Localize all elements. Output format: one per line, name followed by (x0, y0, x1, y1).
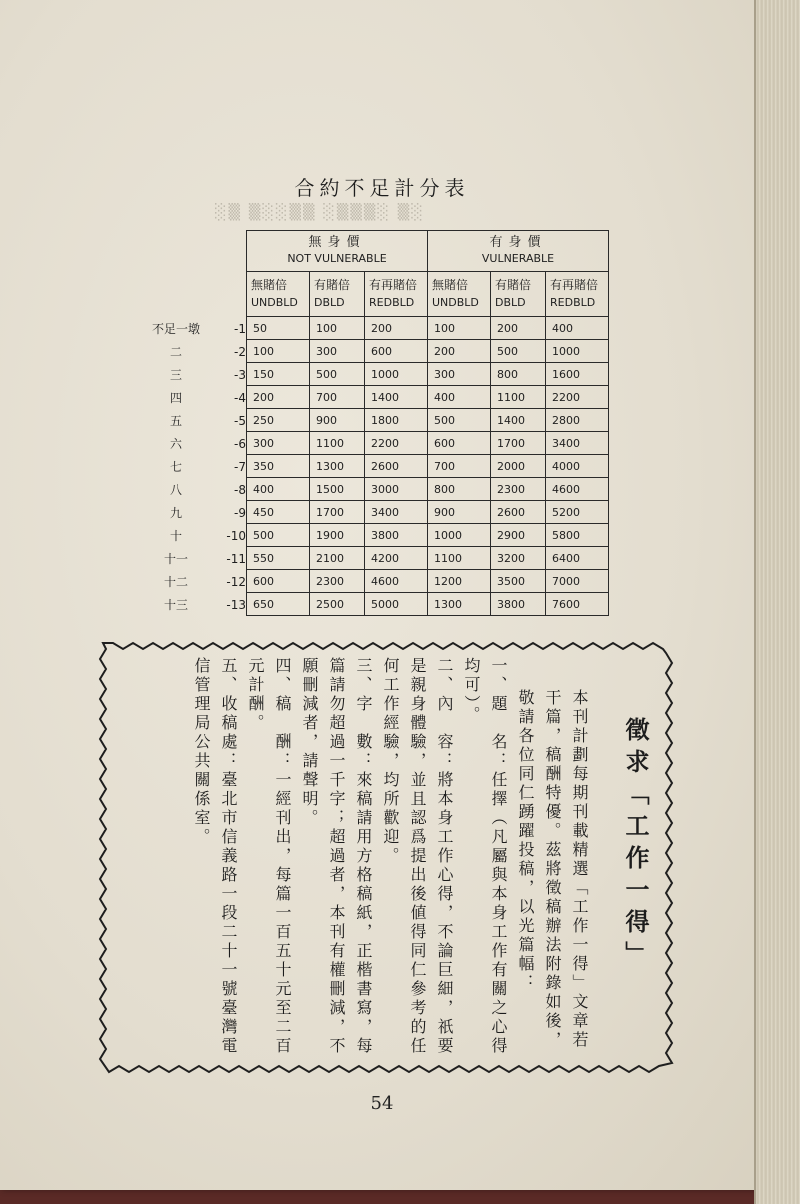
item-text: 臺北市信義路一段二十一號臺灣電信管理局公共關係室。 (192, 657, 238, 1056)
call-for-papers-notice (128, 657, 648, 1057)
group-header-not-vulnerable (247, 231, 428, 272)
item-text: 任擇（凡屬與本身工作有關之心得均可）。 (462, 657, 508, 1056)
table-cell: 900 (310, 409, 365, 432)
table-row (146, 317, 609, 340)
row-label-zh: 四 (169, 390, 182, 405)
table-cell: 700 (310, 386, 365, 409)
table-cell: 3400 (365, 501, 428, 524)
row-label-down: -12 (226, 574, 246, 589)
table-cell: 100 (310, 317, 365, 340)
table-cell: 600 (365, 340, 428, 363)
notice-heading: 徵求「工作一得」 (621, 717, 649, 973)
column-header (247, 272, 310, 317)
table-cell: 1200 (428, 570, 491, 593)
table-cell: 2600 (491, 501, 546, 524)
column-header-zh: 有賭倍 (314, 278, 351, 292)
notice-item-3 (296, 657, 377, 1057)
table-cell: 4200 (365, 547, 428, 570)
row-label-zh: 三 (169, 367, 182, 382)
row-label-zh: 不足一墩 (151, 321, 200, 336)
row-label-zh: 十三 (163, 597, 188, 612)
group-en: NOT VULNERABLE (287, 252, 387, 265)
table-cell: 1700 (310, 501, 365, 524)
table-row (146, 478, 609, 501)
table-cell: 2300 (310, 570, 365, 593)
table-cell: 4600 (365, 570, 428, 593)
column-header-en: UNDBLD (432, 296, 479, 309)
row-label-zh: 七 (169, 459, 182, 474)
row-label-down: -10 (226, 528, 246, 543)
item-label: 三、字 數： (354, 657, 373, 771)
table-cell: 2300 (491, 478, 546, 501)
row-label-down: -8 (234, 482, 246, 497)
column-header (365, 272, 428, 317)
table-cell: 50 (247, 317, 310, 340)
row-label (146, 363, 247, 386)
table-cell: 400 (247, 478, 310, 501)
table-cell: 1800 (365, 409, 428, 432)
table-cell: 1100 (428, 547, 491, 570)
row-label-zh: 十二 (163, 574, 188, 589)
table-cell: 1100 (491, 386, 546, 409)
table-cell: 4000 (546, 455, 609, 478)
table-cell: 600 (428, 432, 491, 455)
row-label-down: -1 (234, 321, 246, 336)
table-cell: 200 (428, 340, 491, 363)
table-cell: 3200 (491, 547, 546, 570)
table-cell: 2900 (491, 524, 546, 547)
table-cell: 100 (428, 317, 491, 340)
table-cell: 2000 (491, 455, 546, 478)
table-cell: 4600 (546, 478, 609, 501)
table-cell: 150 (247, 363, 310, 386)
table-cell: 1000 (365, 363, 428, 386)
column-header-zh: 有再賭倍 (369, 278, 418, 292)
table-cell: 1100 (310, 432, 365, 455)
group-header-vulnerable (428, 231, 609, 272)
book-page-edges (754, 0, 800, 1204)
table-corner (146, 272, 247, 317)
table-cell: 400 (546, 317, 609, 340)
table-cell: 5200 (546, 501, 609, 524)
row-label (146, 524, 247, 547)
table-cell: 3400 (546, 432, 609, 455)
row-label-zh: 十一 (163, 551, 188, 566)
table-cell: 500 (491, 340, 546, 363)
column-header (310, 272, 365, 317)
table-row (146, 409, 609, 432)
row-label-zh: 二 (169, 344, 182, 359)
notice-item-1 (458, 657, 512, 1057)
row-label-zh: 五 (169, 413, 182, 428)
row-label (146, 547, 247, 570)
table-corner (146, 231, 247, 272)
table-cell: 800 (428, 478, 491, 501)
table-cell: 5800 (546, 524, 609, 547)
table-cell: 200 (247, 386, 310, 409)
column-header-zh: 無賭倍 (432, 278, 469, 292)
row-label (146, 455, 247, 478)
item-text: 來稿請用方格稿紙，正楷書寫，每篇請勿超過一千字；超過者，本刊有權刪減，不願刪減者，請聲明。 (300, 657, 373, 1056)
table-cell: 1300 (310, 455, 365, 478)
table-cell: 2800 (546, 409, 609, 432)
column-header-en: UNDBLD (251, 296, 298, 309)
notice-item-5 (188, 657, 242, 1057)
table-cell: 400 (428, 386, 491, 409)
item-text: 一經刊出，每篇一百五十元至二百元計酬。 (246, 657, 292, 1056)
column-header (428, 272, 491, 317)
row-label-zh: 九 (169, 505, 182, 520)
table-cell: 3000 (365, 478, 428, 501)
table-cell: 3800 (365, 524, 428, 547)
row-label-zh: 六 (169, 436, 182, 451)
table-row (146, 386, 609, 409)
table-cell: 2500 (310, 593, 365, 616)
table-cell: 300 (428, 363, 491, 386)
table-cell: 650 (247, 593, 310, 616)
table-title: 合約不足計分表 (294, 176, 470, 200)
table-row (146, 501, 609, 524)
table-cell: 500 (247, 524, 310, 547)
group-zh: 有身價 (489, 235, 547, 250)
column-header-zh: 有再賭倍 (550, 278, 599, 292)
row-label-down: -6 (234, 436, 246, 451)
table-cell: 1400 (491, 409, 546, 432)
table-cell: 700 (428, 455, 491, 478)
table-cell: 500 (428, 409, 491, 432)
table-row (146, 363, 609, 386)
page-number: 54 (370, 1093, 394, 1114)
table-cell: 200 (491, 317, 546, 340)
table-cell: 1300 (428, 593, 491, 616)
row-label-down: -7 (234, 459, 246, 474)
row-label (146, 409, 247, 432)
table-cell: 900 (428, 501, 491, 524)
table-cell: 2100 (310, 547, 365, 570)
table-cell: 1900 (310, 524, 365, 547)
row-label (146, 478, 247, 501)
table-cell: 550 (247, 547, 310, 570)
row-label-down: -4 (234, 390, 246, 405)
table-row (146, 432, 609, 455)
column-header (491, 272, 546, 317)
table-row (146, 524, 609, 547)
notice-intro: 本刊計劃每期刊載精選「工作一得」文章若干篇，稿酬特優。茲將徵稿辦法附錄如後，敬請各位同仁踴躍投稿，以光篇幅： (516, 689, 589, 1050)
table-cell: 2600 (365, 455, 428, 478)
table-cell: 3500 (491, 570, 546, 593)
row-label-zh: 八 (169, 482, 182, 497)
column-header-en: REDBLD (369, 296, 415, 309)
table-row (146, 340, 609, 363)
row-label (146, 386, 247, 409)
table-cell: 250 (247, 409, 310, 432)
group-zh: 無身價 (308, 235, 366, 250)
table-cell: 200 (365, 317, 428, 340)
item-label: 二、內 容： (435, 657, 454, 771)
column-header-zh: 無賭倍 (251, 278, 288, 292)
group-en: VULNERABLE (481, 252, 555, 265)
row-label (146, 570, 247, 593)
column-header (546, 272, 609, 317)
table-row (146, 570, 609, 593)
table-cell: 800 (491, 363, 546, 386)
show-through-text: ░▒ ▒░░▒▒ ░▒▒▒░ ▒░ (215, 203, 425, 221)
table-cell: 1500 (310, 478, 365, 501)
table-cell: 450 (247, 501, 310, 524)
table-cell: 2200 (546, 386, 609, 409)
table-cell: 7600 (546, 593, 609, 616)
table-cell: 5000 (365, 593, 428, 616)
item-label: 五、收稿處： (219, 657, 238, 771)
table-cell: 1400 (365, 386, 428, 409)
table-cell: 300 (247, 432, 310, 455)
table-cell: 6400 (546, 547, 609, 570)
column-header-zh: 有賭倍 (495, 278, 532, 292)
notice-item-2 (377, 657, 458, 1057)
table-row (146, 547, 609, 570)
table-cell: 300 (310, 340, 365, 363)
row-label (146, 340, 247, 363)
column-header-en: DBLD (314, 296, 345, 309)
row-label-down: -3 (234, 367, 246, 382)
table-cell: 1600 (546, 363, 609, 386)
table-row (146, 455, 609, 478)
table-cell: 100 (247, 340, 310, 363)
table-cell: 600 (247, 570, 310, 593)
notice-item-4 (242, 657, 296, 1057)
row-label (146, 501, 247, 524)
table-cell: 2200 (365, 432, 428, 455)
column-header-en: DBLD (495, 296, 526, 309)
table-cell: 1700 (491, 432, 546, 455)
row-label-down: -11 (226, 551, 246, 566)
table-cell: 1000 (546, 340, 609, 363)
row-label (146, 593, 247, 616)
row-label (146, 317, 247, 340)
table-cell: 350 (247, 455, 310, 478)
row-label-down: -2 (234, 344, 246, 359)
item-label: 一、題 名： (489, 657, 508, 771)
column-header-en: REDBLD (550, 296, 596, 309)
table-cell: 500 (310, 363, 365, 386)
row-label (146, 432, 247, 455)
table-cell: 1000 (428, 524, 491, 547)
table-cell: 7000 (546, 570, 609, 593)
undertrick-score-table (146, 230, 609, 616)
row-label-zh: 十 (169, 528, 182, 543)
table-cell: 3800 (491, 593, 546, 616)
row-label-down: -9 (234, 505, 246, 520)
table-row (146, 593, 609, 616)
item-label: 四、稿 酬： (273, 657, 292, 771)
item-text: 將本身工作心得，不論巨細，祇要是親身體驗，並且認爲提出後値得同仁參考的任何工作經驗，均所歡迎。 (381, 657, 454, 1056)
row-label-down: -13 (226, 597, 246, 612)
row-label-down: -5 (234, 413, 246, 428)
